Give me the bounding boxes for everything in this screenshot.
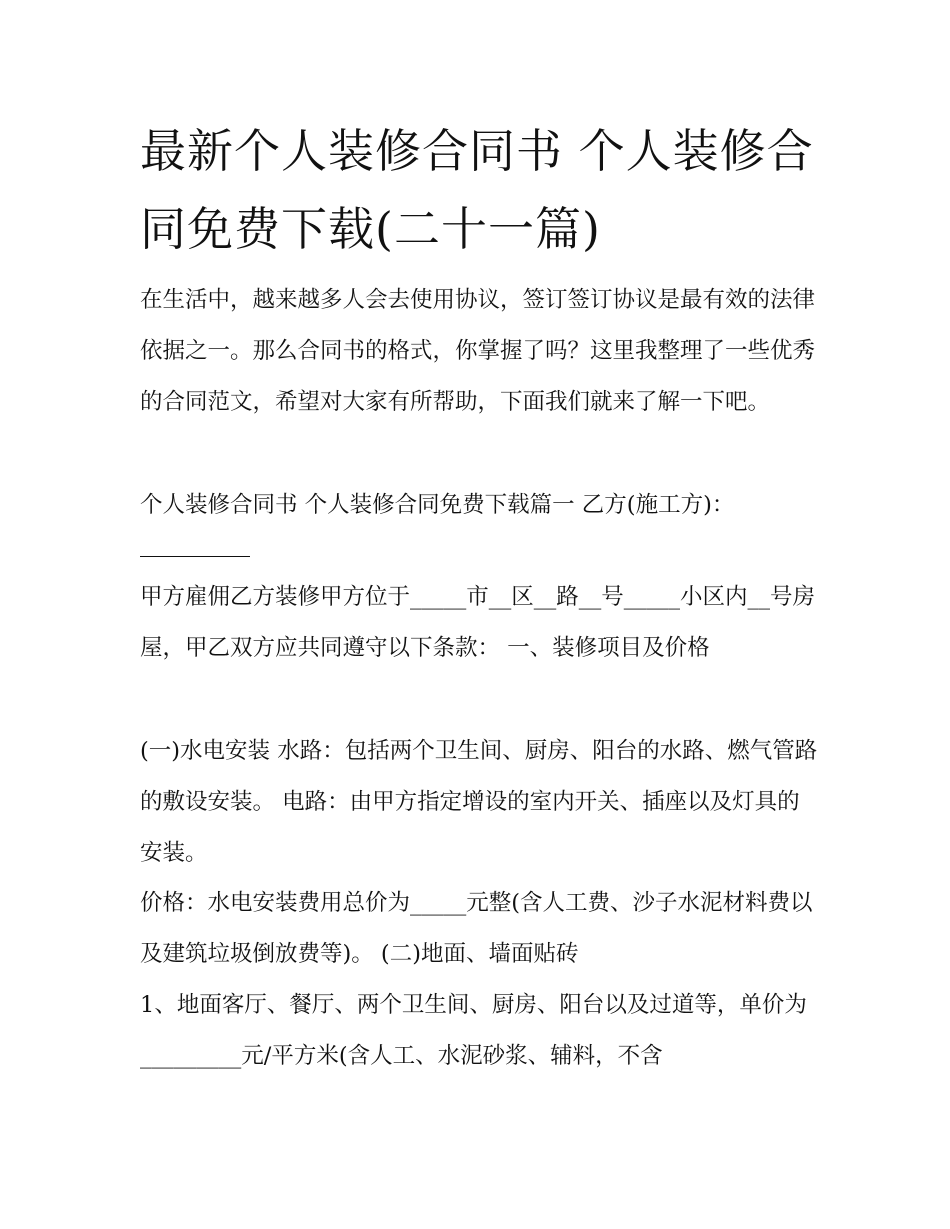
party-b-signature-blank bbox=[140, 556, 250, 557]
document-title: 最新个人装修合同书 个人装修合同免费下载(二十一篇) bbox=[140, 124, 814, 256]
section-heading: 个人装修合同书 个人装修合同免费下载篇一 乙方(施工方)： bbox=[140, 492, 735, 518]
intro-paragraph: 在生活中，越来越多人会去使用协议，签订签订协议是最有效的法律依据之一。那么合同书的格式，你掌握了吗？这里我整理了一些优秀的合同范文，希望对大家有所帮助，下面我们就来了解一下吧。 bbox=[140, 287, 816, 415]
contract-paragraph-2: (一)水电安装 水路：包括两个卫生间、厨房、阳台的水路、燃气管路的敷设安装。 电路：由甲方指定增设的室内开关、插座以及灯具的安装。 bbox=[140, 738, 818, 866]
contract-paragraph-1: 甲方雇佣乙方装修甲方位于_____市__区__路__号_____小区内__号房屋，甲乙双方应共同遵守以下条款： 一、装修项目及价格 bbox=[140, 584, 816, 661]
contract-paragraph-3: 价格：水电安装费用总价为_____元整(含人工费、沙子水泥材料费以及建筑垃圾倒放费等)。 (二)地面、墙面贴砖 bbox=[140, 890, 813, 967]
contract-paragraph-4: 1、地面客厅、餐厅、两个卫生间、厨房、阳台以及过道等，单价为_________元/平方米(含人工、水泥砂浆、辅料，不含 bbox=[140, 992, 807, 1069]
